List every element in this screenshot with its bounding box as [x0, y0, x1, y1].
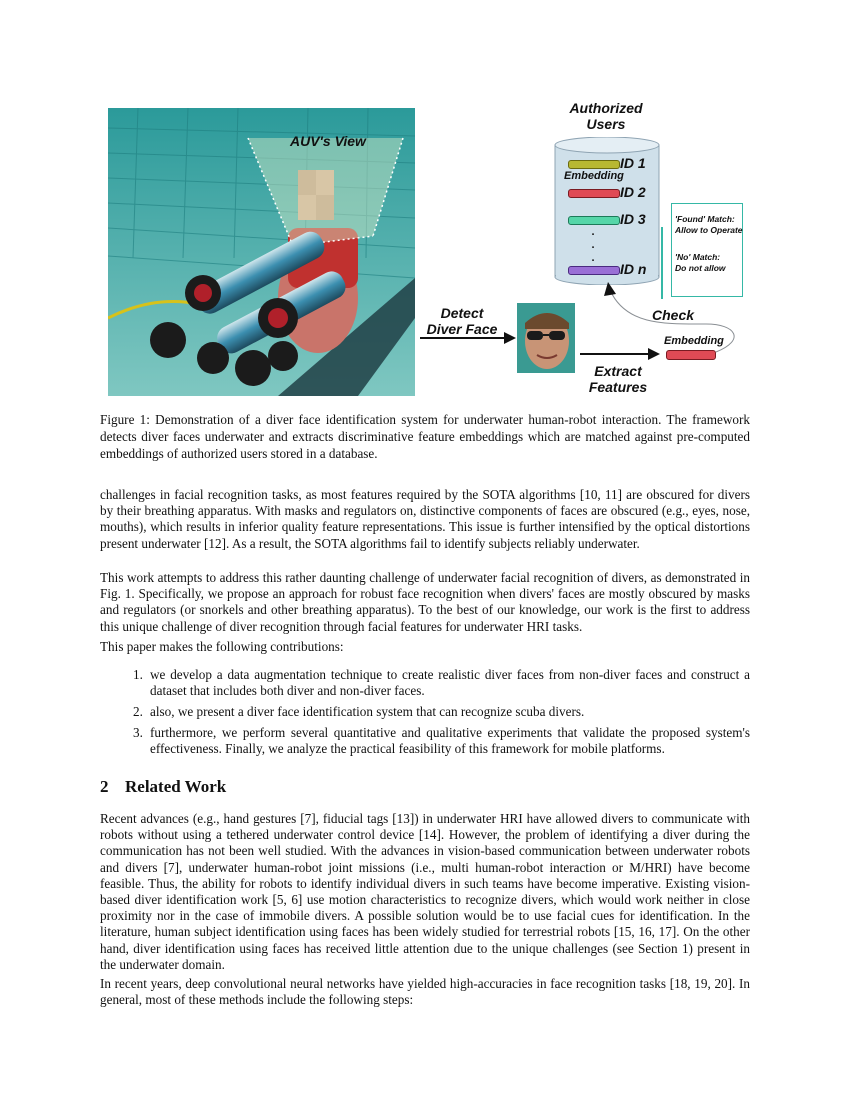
id3-label: ID 3 — [620, 211, 646, 227]
related-paragraph-2-text: In recent years, deep convolutional neural networks have yielded high-accuracies in face recognition tasks [18, 19, 20]. In general, most of these methods include the following steps: — [100, 976, 750, 1008]
paragraph-1 — [100, 487, 750, 552]
check-label: Check — [652, 307, 695, 323]
no-match-action: Do not allow — [675, 263, 726, 273]
paragraph-1-text: challenges in facial recognition tasks, as most features required by the SOTA algorithms [10, 11] are obscured for divers by their breathing apparatus. With masks and regulators on, distinctive components of faces are obscured (e.g., eyes, nose, mouths), which results in inferior quality feature representations. This issue is further intensified by the optical distortions present underwater [12]. As a result, the SOTA algorithms fail to identify subjects reliably underwater. — [100, 487, 750, 551]
underwater-scene — [108, 108, 415, 396]
auv-view-label: AUV's View — [290, 133, 366, 149]
extract-features-label: Extract Features — [588, 363, 648, 395]
paragraph-3 — [100, 639, 750, 655]
related-paragraph-2 — [100, 976, 750, 1008]
contribution-item-1 — [100, 667, 750, 699]
idn-embedding-bar — [568, 266, 620, 275]
related-paragraph-1-text: Recent advances (e.g., hand gestures [7], fiducial tags [13]) in underwater HRI have allowed divers to communicate with robots without using a tethered underwater control device [14]. However, the problem of identifying a diver during the communication has not been well studied. With the advances in vision-based communication between underwater robots and divers [7], underwater human-robot joint missions (i.e., multi human-robot interaction or M/HRI) have become feasible. Thus, the ability for robots to identify individual divers in such teams have become imperative. Existing vision-based diver identification work [5, 6] use motion characteristics to recognize divers, which would work neither in close proximity nor in the case of immobile divers. A possible solution would be to use facial cues for identification. In the literature, human subject identification using faces has been widely studied for terrestrial robots [15, 16, 17]. On the other hand, diver identification using faces has received little attention due to the unique challenges (see Section 1) present in the underwater domain. — [100, 811, 750, 972]
related-paragraph-1 — [100, 811, 750, 973]
section-heading — [100, 777, 226, 797]
ellipsis: . . . — [591, 226, 595, 264]
figure-caption: Figure 1: Demonstration of a diver face identification system for underwater human-robot interaction. The framework detects diver faces underwater and extracts discriminative feature embeddings which are matched against pre-computed embeddings of authorized users stored in a database. — [100, 412, 750, 461]
detect-diver-face-label: Detect Diver Face — [426, 305, 498, 337]
authorized-users-label: Authorized Users — [569, 100, 643, 132]
figure-1 — [100, 95, 750, 405]
cropped-diver-face — [517, 303, 575, 373]
id1-label: ID 1 — [620, 155, 646, 171]
paragraph-2 — [100, 570, 750, 635]
embedding-label-top: Embedding — [564, 170, 624, 182]
no-match-title: 'No' Match: — [675, 252, 721, 262]
paragraph-3-text: This paper makes the following contributions: — [100, 639, 344, 654]
idn-label: ID n — [620, 261, 647, 277]
section-title: Related Work — [125, 777, 227, 796]
contribution-item-2 — [100, 704, 750, 720]
contribution-number: 1. — [133, 667, 143, 682]
paragraph-2-text: This work attempts to address this rather daunting challenge of underwater facial recognition of divers, as demonstrated in Fig. 1. Specifically, we propose an approach for robust face recognition when divers' faces are mostly obscured by masks and regulators (or snorkels and other breathing apparatus). To the best of our knowledge, our work is the first to address this unique challenge of diver recognition through facial features for underwater HRI tasks. — [100, 570, 750, 634]
found-match-title: 'Found' Match: — [675, 214, 735, 224]
detect-arrow-icon — [420, 331, 516, 345]
contribution-text: furthermore, we perform several quantitative and qualitative experiments that validate the proposed system's effectiveness. Finally, we analyze the practical feasibility of this framework for mobile platforms. — [150, 725, 750, 757]
section-number: 2 — [100, 777, 109, 796]
id3-embedding-bar — [568, 216, 620, 225]
contribution-text: we develop a data augmentation technique to create realistic diver faces from non-diver faces and construct a dataset that includes both diver and non-diver faces. — [150, 667, 750, 699]
contribution-item-3 — [100, 725, 750, 757]
id1-embedding-bar — [568, 160, 620, 169]
embedding-label-bottom: Embedding — [664, 335, 724, 347]
contribution-number: 3. — [133, 725, 143, 740]
contribution-number: 2. — [133, 704, 143, 719]
contribution-text: also, we present a diver face identification system that can recognize scuba divers. — [150, 704, 585, 719]
id2-label: ID 2 — [620, 184, 646, 200]
auv-view-photo — [108, 108, 415, 396]
found-match-action: Allow to Operate — [675, 225, 743, 235]
id2-embedding-bar — [568, 189, 620, 198]
